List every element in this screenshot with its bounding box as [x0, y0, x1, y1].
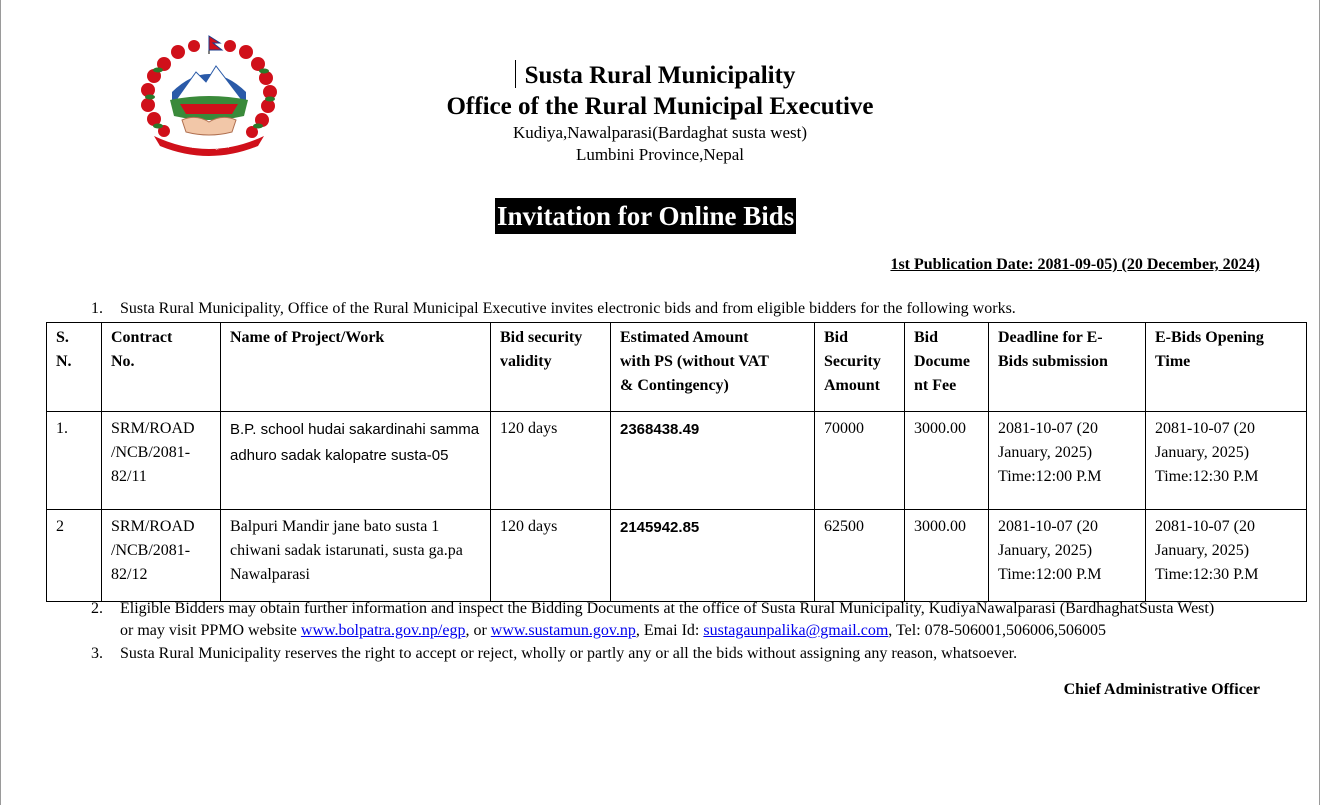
opening-date: 2081-10-07 (20 January, 2025) — [1155, 518, 1255, 559]
address-line-1: Kudiya,Nawalparasi(Bardaghat susta west) — [512, 123, 808, 142]
cell-amount: 2145942.85 — [611, 510, 815, 602]
table-row — [47, 510, 1307, 602]
cell-project: Balpuri Mandir jane bato susta 1 chiwani sadak istarunati, susta ga.pa Nawalparasi — [221, 510, 491, 602]
svg-text:जननी जन्मभूमिश्च: जननी जन्मभूमिश्च — [188, 143, 230, 150]
email-label: , Emai Id: — [635, 622, 704, 639]
cell-fee: 3000.00 — [905, 412, 989, 510]
cell-validity: 120 days — [491, 510, 611, 602]
cell-opening — [1146, 510, 1307, 602]
col-header-opening: E-Bids Opening Time — [1146, 323, 1307, 412]
col-header-security: Bid Security Amount — [815, 323, 905, 412]
col-header-contract: Contract No. — [102, 323, 221, 412]
paragraph-number: 3. — [91, 645, 103, 662]
page-border-left — [0, 0, 1, 805]
paragraph-2-line-1: Eligible Bidders may obtain further information and inspect the Bidding Documents at the office of Susta Rural Municipality, KudiyaNawalparasi (BardhaghatSusta West) — [120, 600, 1215, 617]
paragraph-text: Susta Rural Municipality, Office of the Rural Municipal Executive invites electronic bids and from eligible bidders for the following works. — [120, 300, 1016, 317]
cell-security: 70000 — [815, 412, 905, 510]
deadline-date: 2081-10-07 (20 January, 2025) — [998, 518, 1098, 559]
notice-title: Invitation for Online Bids — [495, 198, 796, 234]
cell-sn: 2 — [47, 510, 102, 602]
cell-contract: SRM/ROAD /NCB/2081- 82/11 — [102, 412, 221, 510]
sustamun-link[interactable]: www.sustamun.gov.np — [490, 622, 636, 639]
cell-project: B.P. school hudai sakardinahi samma adhuro sadak kalopatre susta-05 — [221, 412, 491, 510]
cell-validity: 120 days — [491, 412, 611, 510]
cell-security: 62500 — [815, 510, 905, 602]
municipality-name: Susta Rural Municipality — [524, 62, 796, 89]
paragraph-1 — [91, 298, 1291, 322]
office-name: Office of the Rural Municipal Executive — [446, 93, 874, 120]
address-line-2: Lumbini Province,Nepal — [575, 145, 745, 164]
letterhead — [360, 60, 960, 166]
paragraph-2-prefix: or may visit PPMO website — [120, 622, 301, 639]
cell-contract: SRM/ROAD /NCB/2081- 82/12 — [102, 510, 221, 602]
col-header-fee: Bid Docume nt Fee — [905, 323, 989, 412]
cell-deadline — [989, 412, 1146, 510]
cell-fee: 3000.00 — [905, 510, 989, 602]
col-header-validity: Bid security validity — [491, 323, 611, 412]
nepal-government-emblem-icon — [134, 34, 284, 158]
opening-date: 2081-10-07 (20 January, 2025) — [1155, 420, 1255, 461]
paragraph-2 — [91, 598, 1291, 646]
paragraph-number: 1. — [91, 300, 103, 317]
telephone-text: , Tel: 078-506001,506006,506005 — [888, 622, 1106, 639]
col-header-amount: Estimated Amount with PS (without VAT & Contingency) — [611, 323, 815, 412]
cell-sn: 1. — [47, 412, 102, 510]
bolpatra-link[interactable]: www.bolpatra.gov.np/egp — [300, 622, 466, 639]
table-header-row — [47, 323, 1307, 412]
signatory-title: Chief Administrative Officer — [1063, 681, 1260, 698]
deadline-time: Time:12:00 P.M — [998, 468, 1102, 485]
deadline-time: Time:12:00 P.M — [998, 566, 1102, 583]
cell-deadline — [989, 510, 1146, 602]
publication-date: 1st Publication Date: 2081-09-05) (20 December, 2024) — [890, 256, 1260, 273]
deadline-date: 2081-10-07 (20 January, 2025) — [998, 420, 1098, 461]
paragraph-text: Susta Rural Municipality reserves the right to accept or reject, wholly or partly any or all the bids without assigning any reason, whatsoever. — [120, 645, 1018, 662]
paragraph-text — [120, 598, 1214, 642]
email-link[interactable]: sustagaunpalika@gmail.com — [703, 622, 889, 639]
opening-time: Time:12:30 P.M — [1155, 566, 1259, 583]
cell-opening — [1146, 412, 1307, 510]
opening-time: Time:12:30 P.M — [1155, 468, 1259, 485]
table-row — [47, 412, 1307, 510]
paragraph-number: 2. — [91, 600, 103, 617]
link-separator: , or — [465, 622, 491, 639]
cell-amount: 2368438.49 — [611, 412, 815, 510]
col-header-sn: S. N. — [47, 323, 102, 412]
col-header-project: Name of Project/Work — [221, 323, 491, 412]
bids-table — [46, 322, 1307, 602]
col-header-deadline: Deadline for E- Bids submission — [989, 323, 1146, 412]
paragraph-3 — [91, 643, 1291, 667]
